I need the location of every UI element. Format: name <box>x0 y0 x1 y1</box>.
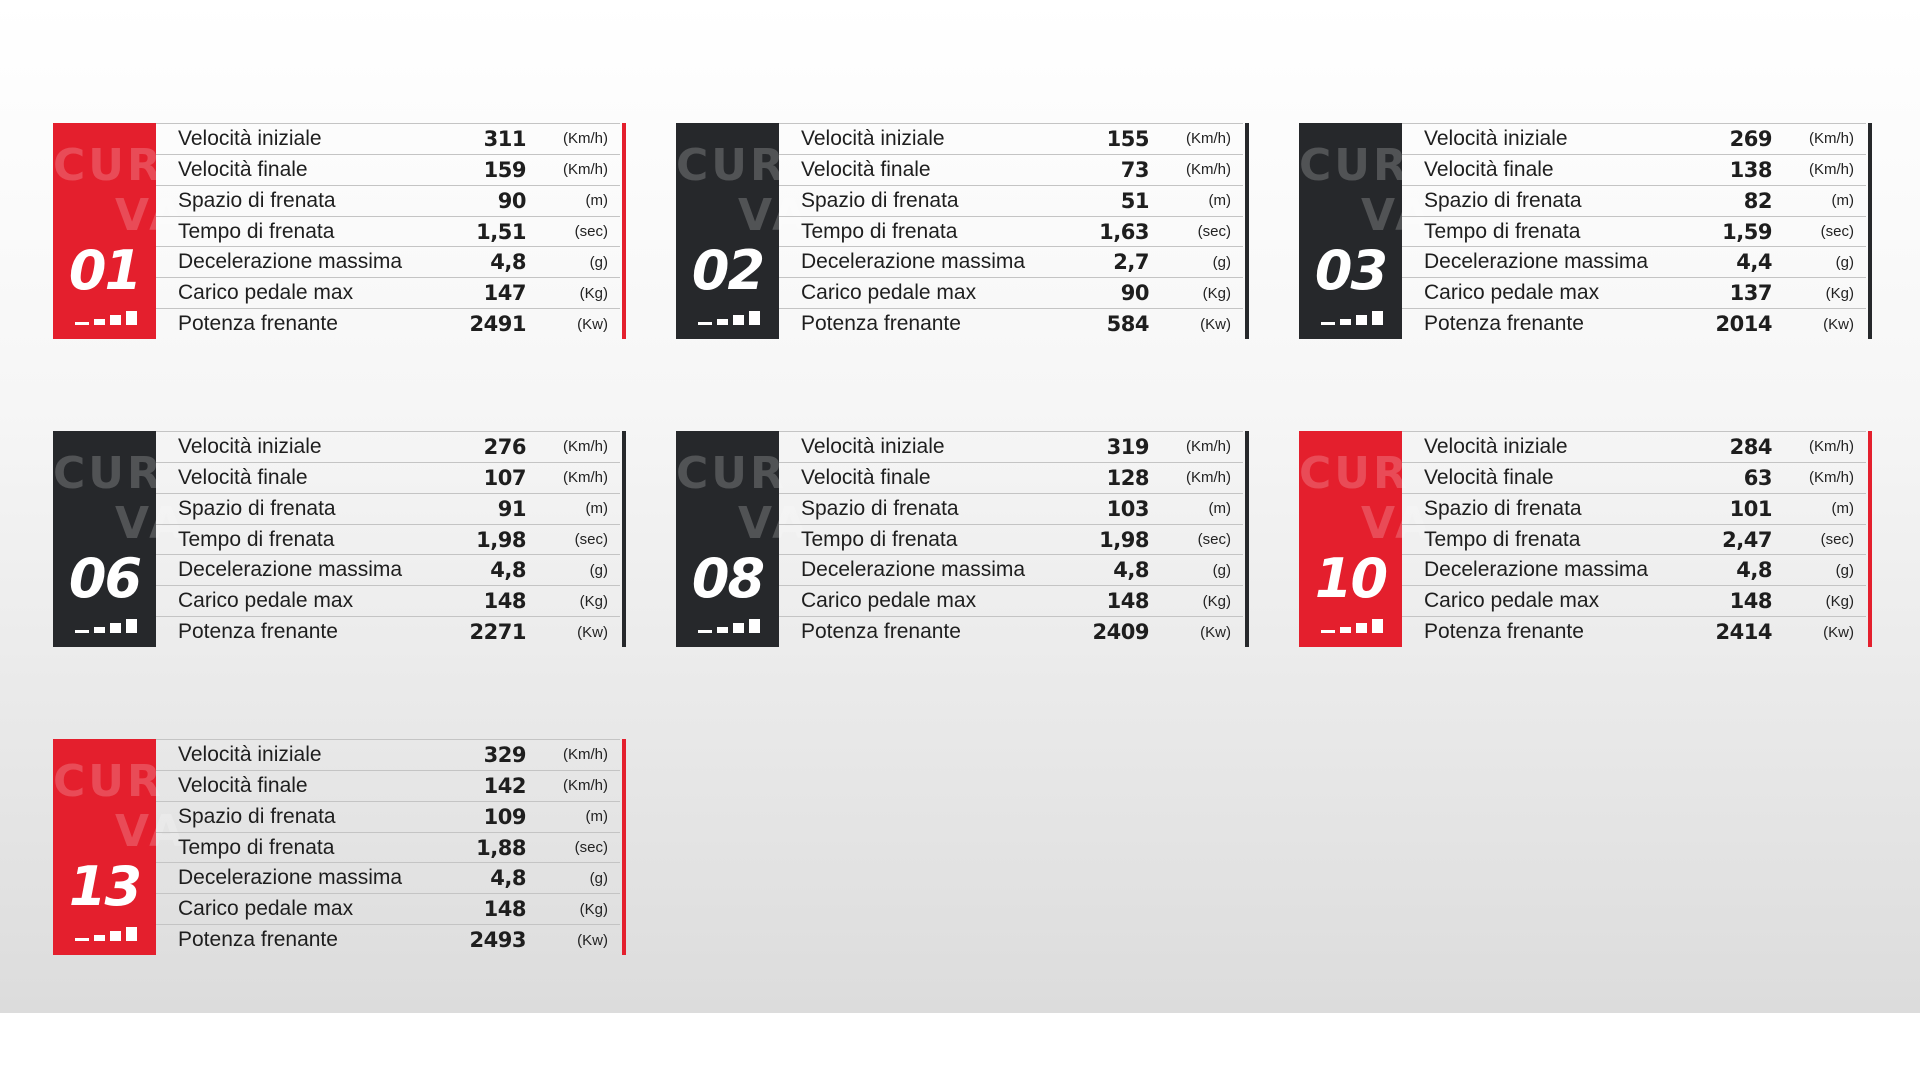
stats-table <box>156 431 620 647</box>
stat-unit: (g) <box>589 869 608 887</box>
watermark-line-1: CUR <box>53 140 164 191</box>
stat-label: Potenza frenante <box>178 620 338 644</box>
card-edge-line <box>1245 123 1249 339</box>
stat-value: 147 <box>483 281 526 306</box>
stat-value: 148 <box>483 589 526 614</box>
stat-row <box>156 431 620 463</box>
stat-label: Decelerazione massima <box>178 250 403 274</box>
stat-unit: (Km/h) <box>1186 161 1231 179</box>
stat-row <box>779 586 1243 617</box>
stat-value: 1,98 <box>1099 527 1149 552</box>
stat-value: 2414 <box>1715 620 1772 645</box>
curve-badge <box>53 123 187 339</box>
stat-value: 137 <box>1729 281 1772 306</box>
stat-unit: (sec) <box>1820 223 1854 240</box>
stat-unit: (Kw) <box>1200 623 1231 641</box>
stat-unit: (g) <box>1212 561 1231 579</box>
curve-card-13 <box>53 739 626 955</box>
stat-unit: (Km/h) <box>1809 438 1854 456</box>
stat-unit: (Kw) <box>577 315 608 333</box>
stat-value: 128 <box>1106 465 1149 490</box>
stat-value: 329 <box>483 742 526 767</box>
stat-row <box>779 463 1243 494</box>
stat-label: Spazio di frenata <box>801 188 959 212</box>
curve-card-01 <box>53 123 626 339</box>
stats-table <box>779 123 1243 339</box>
stat-unit: (Kw) <box>1823 623 1854 641</box>
stat-unit: (sec) <box>574 531 608 548</box>
watermark-line-1: CUR <box>676 140 787 191</box>
curve-watermark <box>53 756 187 857</box>
stat-row <box>156 586 620 617</box>
stat-label: Decelerazione massima <box>801 558 1026 582</box>
stat-value: 155 <box>1106 126 1149 151</box>
curve-badge <box>53 431 187 647</box>
stat-label: Tempo di frenata <box>178 219 335 243</box>
stat-label: Velocità iniziale <box>1424 126 1568 150</box>
curve-watermark <box>676 140 810 241</box>
stat-label: Potenza frenante <box>1424 312 1584 336</box>
curve-number: 02 <box>691 239 764 302</box>
stat-label: Spazio di frenata <box>178 804 336 828</box>
stat-row <box>156 863 620 894</box>
stat-unit: (Km/h) <box>1809 130 1854 148</box>
stat-row <box>779 555 1243 586</box>
stat-value: 2491 <box>469 312 526 337</box>
stat-unit: (Km/h) <box>563 161 608 179</box>
stat-label: Velocità iniziale <box>801 434 945 458</box>
stat-label: Velocità finale <box>801 157 931 181</box>
stat-row <box>156 463 620 494</box>
stat-value: 1,98 <box>476 527 526 552</box>
stat-row <box>156 309 620 339</box>
stat-value: 4,8 <box>490 866 526 891</box>
stat-unit: (Kw) <box>1823 315 1854 333</box>
stat-unit: (g) <box>589 253 608 271</box>
curve-badge <box>1299 431 1433 647</box>
card-edge-line <box>1868 431 1872 647</box>
stat-unit: (g) <box>1835 253 1854 271</box>
stat-value: 138 <box>1729 157 1772 182</box>
stat-value: 109 <box>483 804 526 829</box>
stat-label: Velocità finale <box>178 157 308 181</box>
stat-row <box>779 617 1243 647</box>
stats-table <box>1402 431 1866 647</box>
stat-unit: (m) <box>1208 192 1231 210</box>
stat-label: Carico pedale max <box>1424 281 1600 305</box>
stat-value: 107 <box>483 465 526 490</box>
curve-number: 08 <box>691 547 764 610</box>
stat-value: 1,88 <box>476 835 526 860</box>
stat-label: Velocità iniziale <box>178 742 322 766</box>
stat-unit: (m) <box>1208 500 1231 518</box>
stat-label: Tempo di frenata <box>1424 527 1581 551</box>
stat-unit: (Km/h) <box>563 469 608 487</box>
stat-row <box>156 123 620 155</box>
stat-unit: (Km/h) <box>563 777 608 795</box>
stat-row <box>1402 617 1866 647</box>
stat-row <box>156 894 620 925</box>
stat-row <box>1402 463 1866 494</box>
stat-label: Spazio di frenata <box>801 496 959 520</box>
stat-label: Potenza frenante <box>178 928 338 952</box>
stat-value: 4,4 <box>1736 250 1772 275</box>
stat-value: 1,63 <box>1099 219 1149 244</box>
stat-label: Velocità iniziale <box>1424 434 1568 458</box>
stat-row <box>156 739 620 771</box>
stat-value: 2493 <box>469 928 526 953</box>
curve-badge <box>53 739 187 955</box>
watermark-line-2: VA <box>115 806 187 857</box>
stat-unit: (sec) <box>574 839 608 856</box>
stat-row <box>156 802 620 833</box>
stat-label: Carico pedale max <box>801 589 977 613</box>
stat-unit: (Km/h) <box>563 130 608 148</box>
stat-row <box>156 555 620 586</box>
stat-row <box>1402 555 1866 586</box>
stat-unit: (Kw) <box>577 931 608 949</box>
stat-row <box>156 925 620 955</box>
stat-label: Potenza frenante <box>1424 620 1584 644</box>
stat-value: 2409 <box>1092 620 1149 645</box>
stat-row <box>779 247 1243 278</box>
stat-row <box>779 431 1243 463</box>
stat-label: Tempo di frenata <box>1424 219 1581 243</box>
curve-card-03 <box>1299 123 1872 339</box>
signal-bars-icon <box>75 617 139 633</box>
stat-value: 159 <box>483 157 526 182</box>
stat-unit: (Km/h) <box>563 746 608 764</box>
stat-row <box>156 525 620 556</box>
stat-label: Carico pedale max <box>801 281 977 305</box>
stat-row <box>779 309 1243 339</box>
stat-label: Tempo di frenata <box>178 835 335 859</box>
stat-label: Spazio di frenata <box>178 188 336 212</box>
stat-value: 148 <box>483 897 526 922</box>
curve-badge <box>676 431 810 647</box>
stat-value: 584 <box>1106 312 1149 337</box>
card-edge-line <box>622 123 626 339</box>
stat-row <box>156 186 620 217</box>
stat-unit: (Kg) <box>579 592 608 610</box>
stat-row <box>1402 525 1866 556</box>
stat-unit: (g) <box>1212 253 1231 271</box>
watermark-line-1: CUR <box>1299 140 1410 191</box>
stat-unit: (Km/h) <box>563 438 608 456</box>
stat-value: 4,8 <box>1736 558 1772 583</box>
stat-label: Velocità finale <box>1424 465 1554 489</box>
stat-unit: (Kg) <box>579 900 608 918</box>
stat-value: 2271 <box>469 620 526 645</box>
curve-card-10 <box>1299 431 1872 647</box>
stat-unit: (Kg) <box>1202 284 1231 302</box>
stat-unit: (Kw) <box>1200 315 1231 333</box>
stat-unit: (g) <box>589 561 608 579</box>
stat-label: Velocità iniziale <box>178 126 322 150</box>
stat-label: Spazio di frenata <box>1424 188 1582 212</box>
signal-bars-icon <box>75 309 139 325</box>
stat-value: 319 <box>1106 434 1149 459</box>
stat-value: 2014 <box>1715 312 1772 337</box>
stat-label: Tempo di frenata <box>801 527 958 551</box>
stat-unit: (m) <box>585 192 608 210</box>
signal-bars-icon <box>698 617 762 633</box>
stat-unit: (sec) <box>1820 531 1854 548</box>
stat-label: Tempo di frenata <box>178 527 335 551</box>
stat-row <box>156 155 620 186</box>
stat-label: Carico pedale max <box>178 897 354 921</box>
stats-table <box>156 123 620 339</box>
watermark-line-2: VA <box>738 190 810 241</box>
stat-unit: (sec) <box>1197 223 1231 240</box>
stat-unit: (Kg) <box>1825 592 1854 610</box>
curve-badge <box>1299 123 1433 339</box>
stat-label: Potenza frenante <box>801 620 961 644</box>
watermark-line-1: CUR <box>53 448 164 499</box>
stat-unit: (sec) <box>1197 531 1231 548</box>
curve-number: 01 <box>68 239 141 302</box>
stat-row <box>779 217 1243 248</box>
stat-value: 90 <box>1120 281 1149 306</box>
curve-card-02 <box>676 123 1249 339</box>
card-edge-line <box>1868 123 1872 339</box>
stat-row <box>779 123 1243 155</box>
watermark-line-1: CUR <box>1299 448 1410 499</box>
stat-row <box>156 617 620 647</box>
stat-row <box>1402 309 1866 339</box>
curve-badge <box>676 123 810 339</box>
stats-table <box>1402 123 1866 339</box>
card-edge-line <box>622 431 626 647</box>
stat-row <box>1402 247 1866 278</box>
stat-unit: (m) <box>1831 192 1854 210</box>
stat-row <box>1402 431 1866 463</box>
stat-value: 311 <box>483 126 526 151</box>
stat-unit: (Km/h) <box>1809 469 1854 487</box>
stat-row <box>156 494 620 525</box>
stat-label: Decelerazione massima <box>178 558 403 582</box>
stat-label: Spazio di frenata <box>1424 496 1582 520</box>
stat-row <box>156 217 620 248</box>
watermark-line-2: VA <box>1361 190 1433 241</box>
watermark-line-2: VA <box>115 190 187 241</box>
curve-number: 06 <box>68 547 141 610</box>
stat-label: Tempo di frenata <box>801 219 958 243</box>
stat-unit: (Km/h) <box>1186 130 1231 148</box>
stat-row <box>156 247 620 278</box>
curve-watermark <box>53 140 187 241</box>
stat-value: 148 <box>1106 589 1149 614</box>
signal-bars-icon <box>75 925 139 941</box>
stat-value: 1,51 <box>476 219 526 244</box>
stat-unit: (m) <box>585 500 608 518</box>
stat-row <box>156 278 620 309</box>
stat-value: 2,47 <box>1722 527 1772 552</box>
stat-row <box>1402 586 1866 617</box>
stats-table <box>779 431 1243 647</box>
stat-label: Spazio di frenata <box>178 496 336 520</box>
stat-value: 91 <box>497 496 526 521</box>
watermark-line-1: CUR <box>676 448 787 499</box>
stat-value: 4,8 <box>490 558 526 583</box>
stat-unit: (Kg) <box>1825 284 1854 302</box>
stat-label: Decelerazione massima <box>801 250 1026 274</box>
stat-row <box>779 525 1243 556</box>
stats-table <box>156 739 620 955</box>
stat-label: Carico pedale max <box>1424 589 1600 613</box>
stat-label: Decelerazione massima <box>1424 558 1649 582</box>
stat-label: Carico pedale max <box>178 589 354 613</box>
stat-row <box>1402 123 1866 155</box>
card-edge-line <box>1245 431 1249 647</box>
stat-unit: (m) <box>1831 500 1854 518</box>
stat-value: 276 <box>483 434 526 459</box>
curve-number: 13 <box>68 855 141 918</box>
curve-card-08 <box>676 431 1249 647</box>
stat-label: Velocità finale <box>178 773 308 797</box>
stat-value: 148 <box>1729 589 1772 614</box>
stat-value: 284 <box>1729 434 1772 459</box>
stat-label: Velocità finale <box>178 465 308 489</box>
stat-row <box>1402 155 1866 186</box>
stat-value: 4,8 <box>490 250 526 275</box>
stat-row <box>779 155 1243 186</box>
curve-watermark <box>1299 140 1433 241</box>
stat-unit: (g) <box>1835 561 1854 579</box>
watermark-line-1: CUR <box>53 756 164 807</box>
curve-watermark <box>676 448 810 549</box>
stat-value: 63 <box>1743 465 1772 490</box>
stat-value: 73 <box>1120 157 1149 182</box>
stat-label: Velocità iniziale <box>801 126 945 150</box>
stat-value: 82 <box>1743 188 1772 213</box>
stat-value: 51 <box>1120 188 1149 213</box>
watermark-line-2: VA <box>1361 498 1433 549</box>
stat-row <box>779 186 1243 217</box>
stat-unit: (Km/h) <box>1186 438 1231 456</box>
stat-row <box>779 278 1243 309</box>
stat-value: 90 <box>497 188 526 213</box>
stat-value: 2,7 <box>1113 250 1149 275</box>
curve-watermark <box>1299 448 1433 549</box>
stat-value: 269 <box>1729 126 1772 151</box>
stat-row <box>156 771 620 802</box>
stat-unit: (Km/h) <box>1809 161 1854 179</box>
stat-row <box>779 494 1243 525</box>
stat-label: Decelerazione massima <box>1424 250 1649 274</box>
stat-unit: (Kg) <box>579 284 608 302</box>
signal-bars-icon <box>698 309 762 325</box>
stat-label: Velocità finale <box>801 465 931 489</box>
curve-watermark <box>53 448 187 549</box>
stat-unit: (Kw) <box>577 623 608 641</box>
watermark-line-2: VA <box>115 498 187 549</box>
stat-label: Decelerazione massima <box>178 866 403 890</box>
stat-value: 4,8 <box>1113 558 1149 583</box>
stat-value: 1,59 <box>1722 219 1772 244</box>
stat-value: 103 <box>1106 496 1149 521</box>
stat-value: 142 <box>483 773 526 798</box>
stat-value: 101 <box>1729 496 1772 521</box>
curve-card-06 <box>53 431 626 647</box>
stat-label: Potenza frenante <box>178 312 338 336</box>
stat-row <box>1402 278 1866 309</box>
stat-label: Velocità iniziale <box>178 434 322 458</box>
watermark-line-2: VA <box>738 498 810 549</box>
signal-bars-icon <box>1321 309 1385 325</box>
curve-number: 03 <box>1314 239 1387 302</box>
curve-number: 10 <box>1314 547 1387 610</box>
stat-row <box>1402 217 1866 248</box>
stat-label: Carico pedale max <box>178 281 354 305</box>
card-edge-line <box>622 739 626 955</box>
stat-unit: (Km/h) <box>1186 469 1231 487</box>
stat-row <box>1402 186 1866 217</box>
stat-label: Velocità finale <box>1424 157 1554 181</box>
stat-unit: (Kg) <box>1202 592 1231 610</box>
stat-label: Potenza frenante <box>801 312 961 336</box>
signal-bars-icon <box>1321 617 1385 633</box>
stat-unit: (sec) <box>574 223 608 240</box>
stat-row <box>1402 494 1866 525</box>
stat-unit: (m) <box>585 808 608 826</box>
stat-row <box>156 833 620 864</box>
